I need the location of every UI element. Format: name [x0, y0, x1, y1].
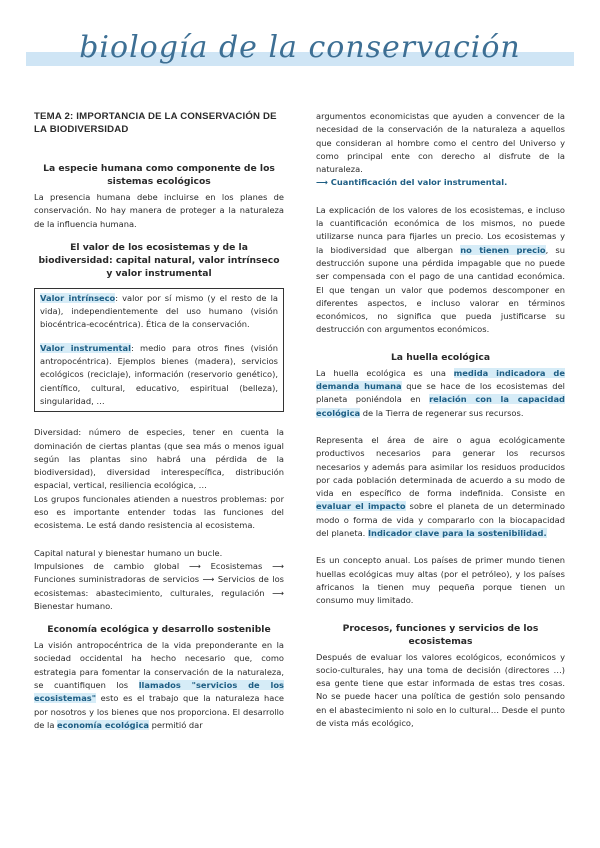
values-definition-box [34, 288, 284, 412]
instrumental-value-text: : medio para otros fines (visión antropocéntrica). Ejemplos bienes (madera), servicios ecológicos (reciclaje), información (reservorio genético), científico, cultural, educativo, espiritual (belleza), singularidad, … [40, 342, 278, 406]
arrow-instrumental-quantification: ⟶ Cuantificación del valor instrumental. [316, 177, 508, 188]
section-heading-ecological-economy: Economía ecológica y desarrollo sostenible [47, 624, 271, 636]
paragraph-functional-groups: Los grupos funcionales atienden a nuestros problemas: por eso es importante entender todas las funciones del ecosistema. Le está dando resistencia al ecosistema. [34, 493, 284, 531]
paragraph-global-change-cycle: Impulsiones de cambio global ⟶ Ecosistemas ⟶ Funciones suministradoras de servicios ⟶ Servicios de los ecosistemas: abastecimiento, culturales, regulación ⟶ Bienestar humano. [34, 560, 284, 611]
intrinsic-value-definition [40, 292, 278, 332]
text-segment: sobre el planeta de un determinado modo o forma de vida y compararlo con la biocapacidad del planeta. [316, 501, 566, 539]
topic-heading: TEMA 2: IMPORTANCIA DE LA CONSERVACIÓN DE LA BIODIVERSIDAD [34, 111, 277, 135]
text-segment: permitió dar [148, 719, 203, 730]
paragraph-no-price [316, 204, 565, 337]
paragraph-natural-capital: Capital natural y bienestar humano un bucle. [34, 547, 223, 558]
text-segment: La visión antropocéntrica de la vida preponderante en la sociedad occidental ha hecho necesario que, como estrategia para fomentar la conservación de la naturaleza, se cuantifiquen los [34, 640, 284, 691]
text-segment: , su destrucción supone una pérdida impagable que no puede ser compensada con el pago de una cantidad económica. El que tengan un valor que podemos descomponer en diferentes aspectos, e incluso valorar en términos económicos, no significa que pueda justificarse su destrucción con argumentos económicos. [316, 244, 565, 335]
highlight-ecosystem-services: llamados "servicios de los ecosistemas" [34, 680, 284, 704]
section-heading-human-species: La especie humana como componente de los sistemas ecológicos [43, 163, 275, 187]
text-segment: de la Tierra de regenerar sus recursos. [360, 407, 524, 418]
highlight-ecological-capacity: relación con la capacidad ecológica [316, 394, 565, 418]
highlight-no-price: no tienen precio [460, 244, 546, 255]
left-column [34, 110, 284, 732]
section-heading-processes: Procesos, funciones y servicios de los ecosistemas [342, 622, 539, 647]
section-heading-ecological-footprint: La huella ecológica [390, 351, 491, 363]
text-segment: que se hace de los ecosistemas del planeta poniéndola en [316, 381, 565, 405]
instrumental-value-definition [40, 342, 278, 408]
intrinsic-value-text: : valor por sí mismo (y el resto de la vida), independientemente del uso humano (visión biocéntrica-ecocéntrica). Ética de la conservación. [40, 292, 278, 330]
section-heading-ecosystem-value: El valor de los ecosistemas y de la biodiversidad: capital natural, valor intrínseco y valor instrumental [38, 241, 280, 279]
text-segment: esto es el trabajo que la naturaleza hace por nosotros y los bienes que nos proporciona. El desarrollo de la [34, 693, 284, 730]
paragraph-ecological-economy [34, 639, 284, 732]
text-segment: Representa el área de aire o agua ecológicamente productivos necesarios para generar los recursos necesarios y además para asimilar los residuos producidos por cada población determinada de acuerdo a su modo de vida en específico de forma indefinida. Consiste en [316, 434, 565, 499]
paragraph-footprint-definition [316, 367, 565, 420]
page-title: biología de la conservación [79, 30, 521, 65]
paragraph-human-presence: La presencia humana debe incluirse en los planes de conservación. No hay manera de proteger a la naturaleza de la influencia humana. [34, 192, 284, 229]
paragraph-diversity: Diversidad: número de especies, tener en cuenta la dominación de ciertas plantas (que sea más o menos igual según las plantas sino habrá una pérdida de la biodiversidad), diversidad interespecífica, distribución espacial, vertical, resiliencia ecológica, … [34, 427, 284, 491]
paragraph-economic-arguments: argumentos economicistas que ayuden a convencer de la necesidad de la conservación de la naturaleza a aquellos que consideran al hombre como el centro del Universo y como principal ente con derecho al disfrute de la naturaleza. [316, 111, 565, 175]
instrumental-value-term: Valor instrumental [40, 342, 131, 353]
paragraph-decision-making: Después de evaluar los valores ecológicos, económicos y socio-culturales, hay una toma de decisión (directores …) esa gente tiene que estar informada de estas tres cosas. No se puede hacer una política de gestión solo pensando en el abastecimiento ni solo en lo cultural… Desde el punto de vista más ecológico, [316, 651, 565, 728]
text-segment: La explicación de los valores de los ecosistemas, e incluso la cuantificación económica de los mismos, no puede utilizarse nunca para fijarles un precio. Los ecosistemas y la biodiversidad que albergan [316, 204, 565, 255]
paragraph-annual-concept: Es un concepto anual. Los países de primer mundo tienen huellas ecológicas muy altas (por el petróleo), y los países africanos la tienen muy pequeña porque tienen un consumo muy limitado. [316, 555, 565, 606]
highlight-evaluate-impact: evaluar el impacto [316, 501, 406, 512]
paragraph-footprint-area [316, 434, 565, 540]
highlight-key-indicator: Indicador clave para la sostenibilidad. [367, 528, 547, 539]
right-column [316, 110, 565, 730]
highlight-ecological-economy: economía ecológica [57, 719, 149, 730]
intrinsic-value-term: Valor intrínseco [40, 292, 116, 303]
text-segment: La huella ecológica es una [316, 367, 454, 378]
highlight-human-demand: medida indicadora de demanda humana [316, 367, 565, 392]
